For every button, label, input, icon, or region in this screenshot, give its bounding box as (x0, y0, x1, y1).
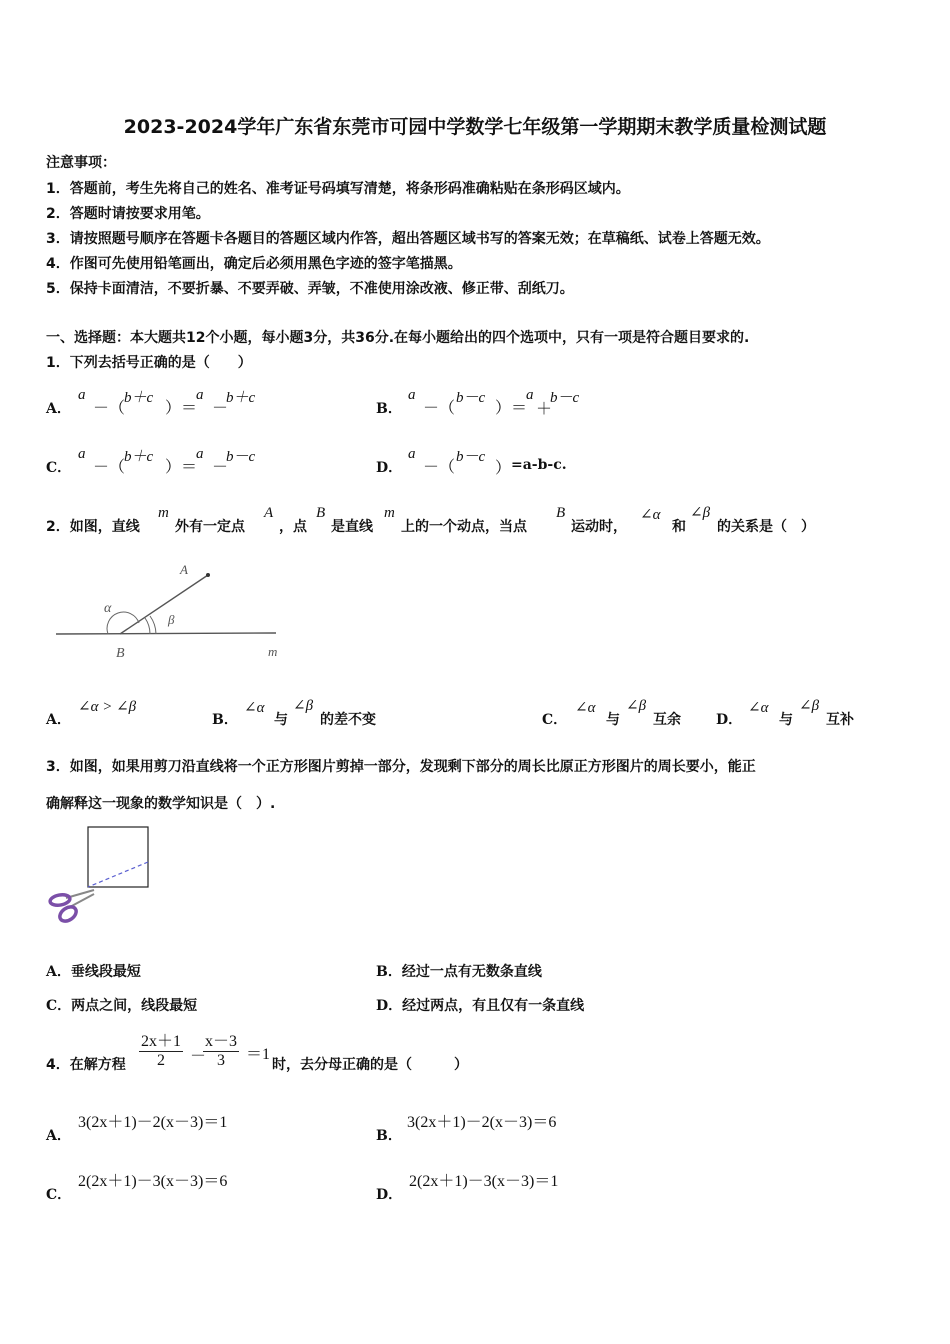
q4-minus: － (190, 1048, 207, 1065)
q2-text: 的关系是（ ） (717, 519, 815, 535)
notice-item: 1．答题前，考生先将自己的姓名、准考证号码填写清楚，将条形码准确粘贴在条形码区域内。 (46, 181, 630, 197)
fig-label-alpha: α (104, 601, 112, 616)
q2-d-alpha: ∠α (748, 700, 769, 716)
q1-c-term: a (78, 446, 86, 462)
q4-option-b-expr: 3(2x＋1)－2(x－3)＝6 (407, 1114, 557, 1131)
notice-item: 2．答题时请按要求用笔。 (46, 206, 210, 222)
q4-f2-denominator: 3 (217, 1052, 225, 1069)
q1-a-inner: b＋c (124, 390, 154, 406)
q2-text: 和 (672, 519, 686, 535)
q2-angle-alpha: ∠α (640, 507, 661, 523)
fig-label-a: A (180, 562, 188, 577)
q4-option-c-label: C． (46, 1187, 72, 1203)
q1-a-op: － (212, 400, 229, 417)
q1-b-inner: b－c (456, 390, 486, 406)
q2-option-a-expr: ∠α > ∠β (78, 699, 137, 715)
question-2-stem: 2．如图，直线 (46, 519, 140, 535)
q2-point-b: B (556, 505, 566, 521)
q1-a-term: a (78, 387, 86, 403)
q1-a-close: ）＝ (165, 400, 198, 417)
q2-option-a-label: A． (46, 712, 71, 728)
q3-option-d: D．经过两点，有且仅有一条直线 (376, 998, 585, 1014)
question-3-stem-cont: 确解释这一现象的数学知识是（ ）. (46, 796, 276, 812)
notice-heading: 注意事项： (46, 155, 116, 171)
page-title: 2023-2024学年广东省东莞市可园中学数学七年级第一学期期末教学质量检测试题 (123, 116, 827, 138)
q3-figure (46, 824, 156, 928)
line-m (56, 633, 276, 634)
q1-option-b-label: B． (376, 401, 402, 417)
q2-point-a: A (264, 505, 274, 521)
alpha-arc (107, 612, 139, 634)
q3-option-a: A．垂线段最短 (46, 964, 141, 980)
q1-b-term: a (408, 387, 416, 403)
q2-figure (50, 558, 290, 668)
q2-line-m: m (384, 505, 395, 521)
q2-c-rest: 互余 (653, 712, 681, 728)
q2-option-b-label: B． (212, 712, 238, 728)
q1-c-bracket: －（ (93, 459, 126, 476)
question-1-stem: 1．下列去括号正确的是（ ） (46, 355, 252, 371)
question-3-stem: 3．如图，如果用剪刀沿直线将一个正方形图片剪掉一部分，发现剩下部分的周长比原正方形图片的周长要小，能正 (46, 759, 756, 775)
q4-equals: ＝1 (246, 1046, 271, 1063)
q2-option-c-label: C． (542, 712, 568, 728)
q1-c-close: ）＝ (165, 459, 198, 476)
q1-d-term: a (408, 446, 416, 462)
q2-b-with: 与 (274, 712, 288, 728)
q1-option-c-label: C． (46, 460, 72, 476)
q4-f1-numerator: 2x＋1 (139, 1028, 183, 1052)
q1-d-inner: b－c (456, 449, 486, 465)
q4-option-c-expr: 2(2x＋1)－3(x－3)＝6 (78, 1173, 228, 1190)
q4-text: 时，去分母正确的是（ ） (272, 1057, 468, 1073)
fig-label-m: m (268, 644, 278, 659)
q2-text: ，点 (279, 519, 307, 535)
q2-line-m: m (158, 505, 169, 521)
q2-c-alpha: ∠α (575, 700, 596, 716)
q1-d-close: ） (495, 460, 512, 477)
beta-arc-2 (150, 616, 156, 634)
q2-text: 是直线 (331, 519, 373, 535)
q1-a-rest: b＋c (226, 390, 256, 406)
question-4-stem: 4．在解方程 (46, 1057, 126, 1073)
square-picture (88, 827, 148, 887)
q2-angle-beta: ∠β (690, 505, 711, 521)
q1-c-op: － (212, 459, 229, 476)
q1-d-rest: =a-b-c. (511, 457, 567, 473)
ray-ba (120, 575, 208, 634)
q1-d-bracket: －（ (423, 459, 456, 476)
q2-d-beta: ∠β (799, 698, 820, 714)
q3-option-b: B．经过一点有无数条直线 (376, 964, 542, 980)
q4-fraction-1 (139, 1028, 183, 1070)
q1-c-term2: a (196, 446, 204, 462)
q1-c-rest: b－c (226, 449, 256, 465)
q1-b-term2: a (526, 387, 534, 403)
q1-b-rest: b－c (550, 390, 580, 406)
q2-text: 上的一个动点，当点 (401, 519, 527, 535)
q4-f2-numerator: x－3 (203, 1028, 239, 1052)
q2-text: 外有一定点 (175, 519, 245, 535)
q4-option-b-label: B． (376, 1128, 402, 1144)
q4-option-a-expr: 3(2x＋1)－2(x－3)＝1 (78, 1114, 228, 1131)
fig-label-b: B (116, 646, 125, 661)
q4-option-d-expr: 2(2x＋1)－3(x－3)＝1 (409, 1173, 559, 1190)
notice-item: 5．保持卡面清洁，不要折暴、不要弄破、弄皱，不准使用涂改液、修正带、刮纸刀。 (46, 281, 574, 297)
notice-item: 4．作图可先使用铅笔画出，确定后必须用黑色字迹的签字笔描黑。 (46, 256, 462, 272)
q1-a-bracket: －（ (93, 400, 126, 417)
q4-option-a-label: A． (46, 1128, 71, 1144)
q3-option-c: C．两点之间，线段最短 (46, 998, 198, 1014)
q4-option-d-label: D． (376, 1187, 403, 1203)
q2-option-d-label: D． (716, 712, 743, 728)
q4-fraction-2 (203, 1028, 239, 1070)
scissors-icon (49, 890, 94, 924)
q1-a-term2: a (196, 387, 204, 403)
q1-b-op: ＋ (536, 401, 553, 418)
q2-d-rest: 互补 (826, 712, 854, 728)
point-a-dot (206, 573, 210, 577)
q1-b-close: ）＝ (495, 400, 528, 417)
q2-c-with: 与 (606, 712, 620, 728)
q4-f1-denominator: 2 (157, 1052, 165, 1069)
q1-b-bracket: －（ (423, 400, 456, 417)
q1-c-inner: b＋c (124, 449, 154, 465)
q2-b-rest: 的差不变 (320, 712, 376, 728)
q2-b-alpha: ∠α (244, 700, 265, 716)
q2-c-beta: ∠β (626, 698, 647, 714)
q2-text: 运动时， (571, 519, 627, 535)
q2-point-b: B (316, 505, 326, 521)
q1-option-a-label: A． (46, 401, 71, 417)
beta-arc (145, 618, 150, 634)
notice-item: 3．请按照题号顺序在答题卡各题目的答题区域内作答，超出答题区域书写的答案无效；在草稿纸、试卷上答题无效。 (46, 231, 770, 247)
section-heading: 一、选择题：本大题共12个小题，每小题3分，共36分.在每小题给出的四个选项中，只有一项是符合题目要求的. (46, 330, 750, 346)
q1-option-d-label: D． (376, 460, 403, 476)
q2-b-beta: ∠β (293, 698, 314, 714)
fig-label-beta: β (168, 612, 175, 627)
q2-d-with: 与 (779, 712, 793, 728)
